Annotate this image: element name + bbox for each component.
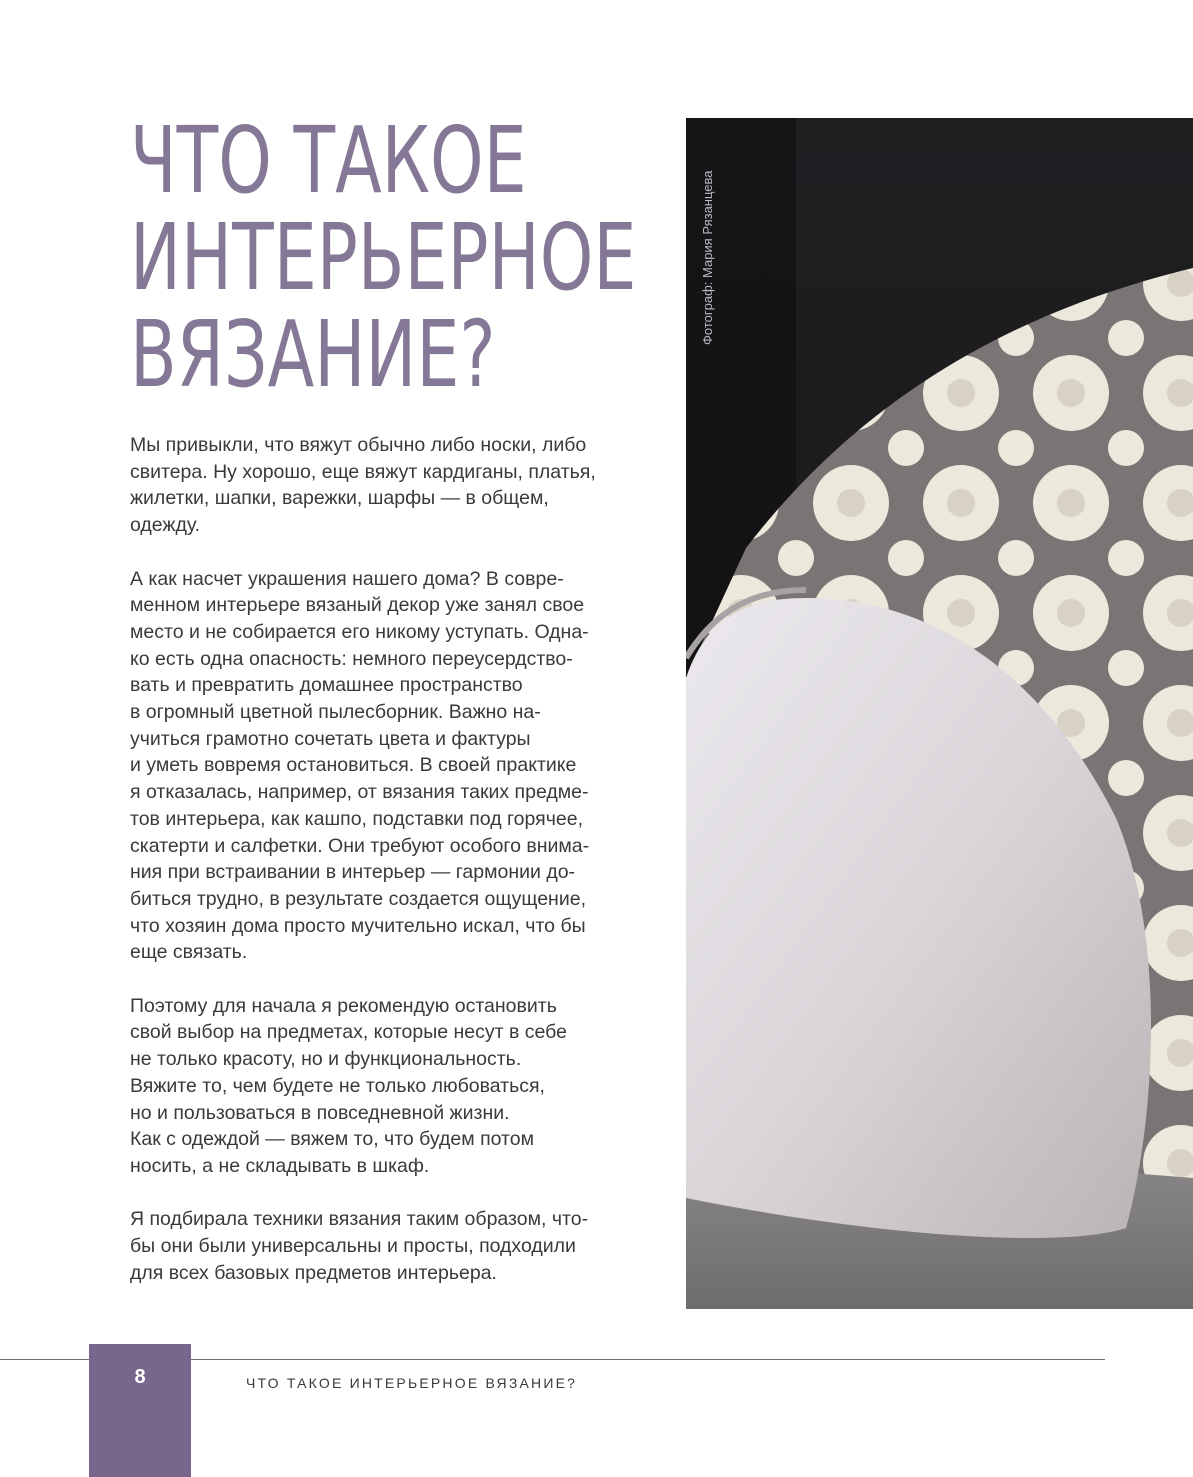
body-paragraph: [130, 432, 650, 539]
text-line: свитера. Ну хорошо, еще вяжут кардиганы, платья,: [130, 460, 596, 483]
title-line: ЧТО ТАКОЕ: [130, 107, 527, 214]
text-line: биться трудно, в результате создается ощущение,: [130, 887, 586, 910]
text-line: ко есть одна опасность: немного переусердство-: [130, 647, 573, 670]
text-line: для всех базовых предметов интерьера.: [130, 1261, 497, 1284]
knitted-blanket-photo: [686, 118, 1193, 1309]
body-text: [130, 432, 650, 1313]
text-line: Я подбирала техники вязания таким образом, что-: [130, 1208, 589, 1231]
body-paragraph: [130, 993, 650, 1180]
text-line: что хозяин дома просто мучительно искал, что бы: [130, 914, 586, 937]
text-line: Поэтому для начала я рекомендую остановить: [130, 994, 557, 1017]
text-line: и уметь вовремя остановиться. В своей практике: [130, 754, 577, 777]
text-line: Вяжите то, чем будете не только любоваться,: [130, 1074, 545, 1097]
text-line: учиться грамотно сочетать цвета и фактуры: [130, 727, 531, 750]
text-line: Как с одеждой — вяжем то, что будем потом: [130, 1128, 535, 1151]
title-line: ВЯЗАНИЕ?: [130, 301, 496, 408]
photo-credit: Фотограф: Мария Рязанцева: [700, 170, 715, 345]
text-line: я отказалась, например, от вязания таких предме-: [130, 781, 589, 804]
text-line: ния при встраивании в интерьер — гармонии до-: [130, 861, 576, 884]
text-line: свой выбор на предметах, которые несут в себе: [130, 1021, 567, 1044]
text-line: бы они были универсальны и просты, подходили: [130, 1235, 576, 1258]
text-line: в огромный цветной пылесборник. Важно на-: [130, 701, 541, 724]
text-line: но и пользоваться в повседневной жизни.: [130, 1101, 510, 1124]
body-paragraph: [130, 566, 650, 967]
text-line: не только красоту, но и функциональность.: [130, 1048, 522, 1071]
text-line: А как насчет украшения нашего дома? В совре-: [130, 567, 564, 590]
text-line: место и не собирается его никому уступать. Одна-: [130, 620, 589, 643]
page-number-box: [89, 1344, 191, 1477]
text-line: жилетки, шапки, варежки, шарфы — в общем,: [130, 487, 549, 510]
text-line: носить, а не складывать в шкаф.: [130, 1154, 430, 1177]
page-number: 8: [134, 1366, 146, 1388]
body-paragraph: [130, 1206, 650, 1286]
text-line: скатерти и салфетки. Они требуют особого внима-: [130, 834, 590, 857]
text-line: тов интерьера, как кашпо, подставки под горячее,: [130, 807, 583, 830]
running-head: ЧТО ТАКОЕ ИНТЕРЬЕРНОЕ ВЯЗАНИЕ?: [246, 1375, 578, 1391]
text-line: вать и превратить домашнее пространство: [130, 674, 523, 697]
text-line: менном интерьере вязаный декор уже занял свое: [130, 594, 585, 617]
text-line: Мы привыкли, что вяжут обычно либо носки, либо: [130, 434, 587, 456]
title-line: ИНТЕРЬЕРНОЕ: [130, 204, 637, 311]
text-line: еще связать.: [130, 941, 248, 964]
text-line: одежду.: [130, 514, 201, 537]
chapter-title: [130, 107, 637, 408]
